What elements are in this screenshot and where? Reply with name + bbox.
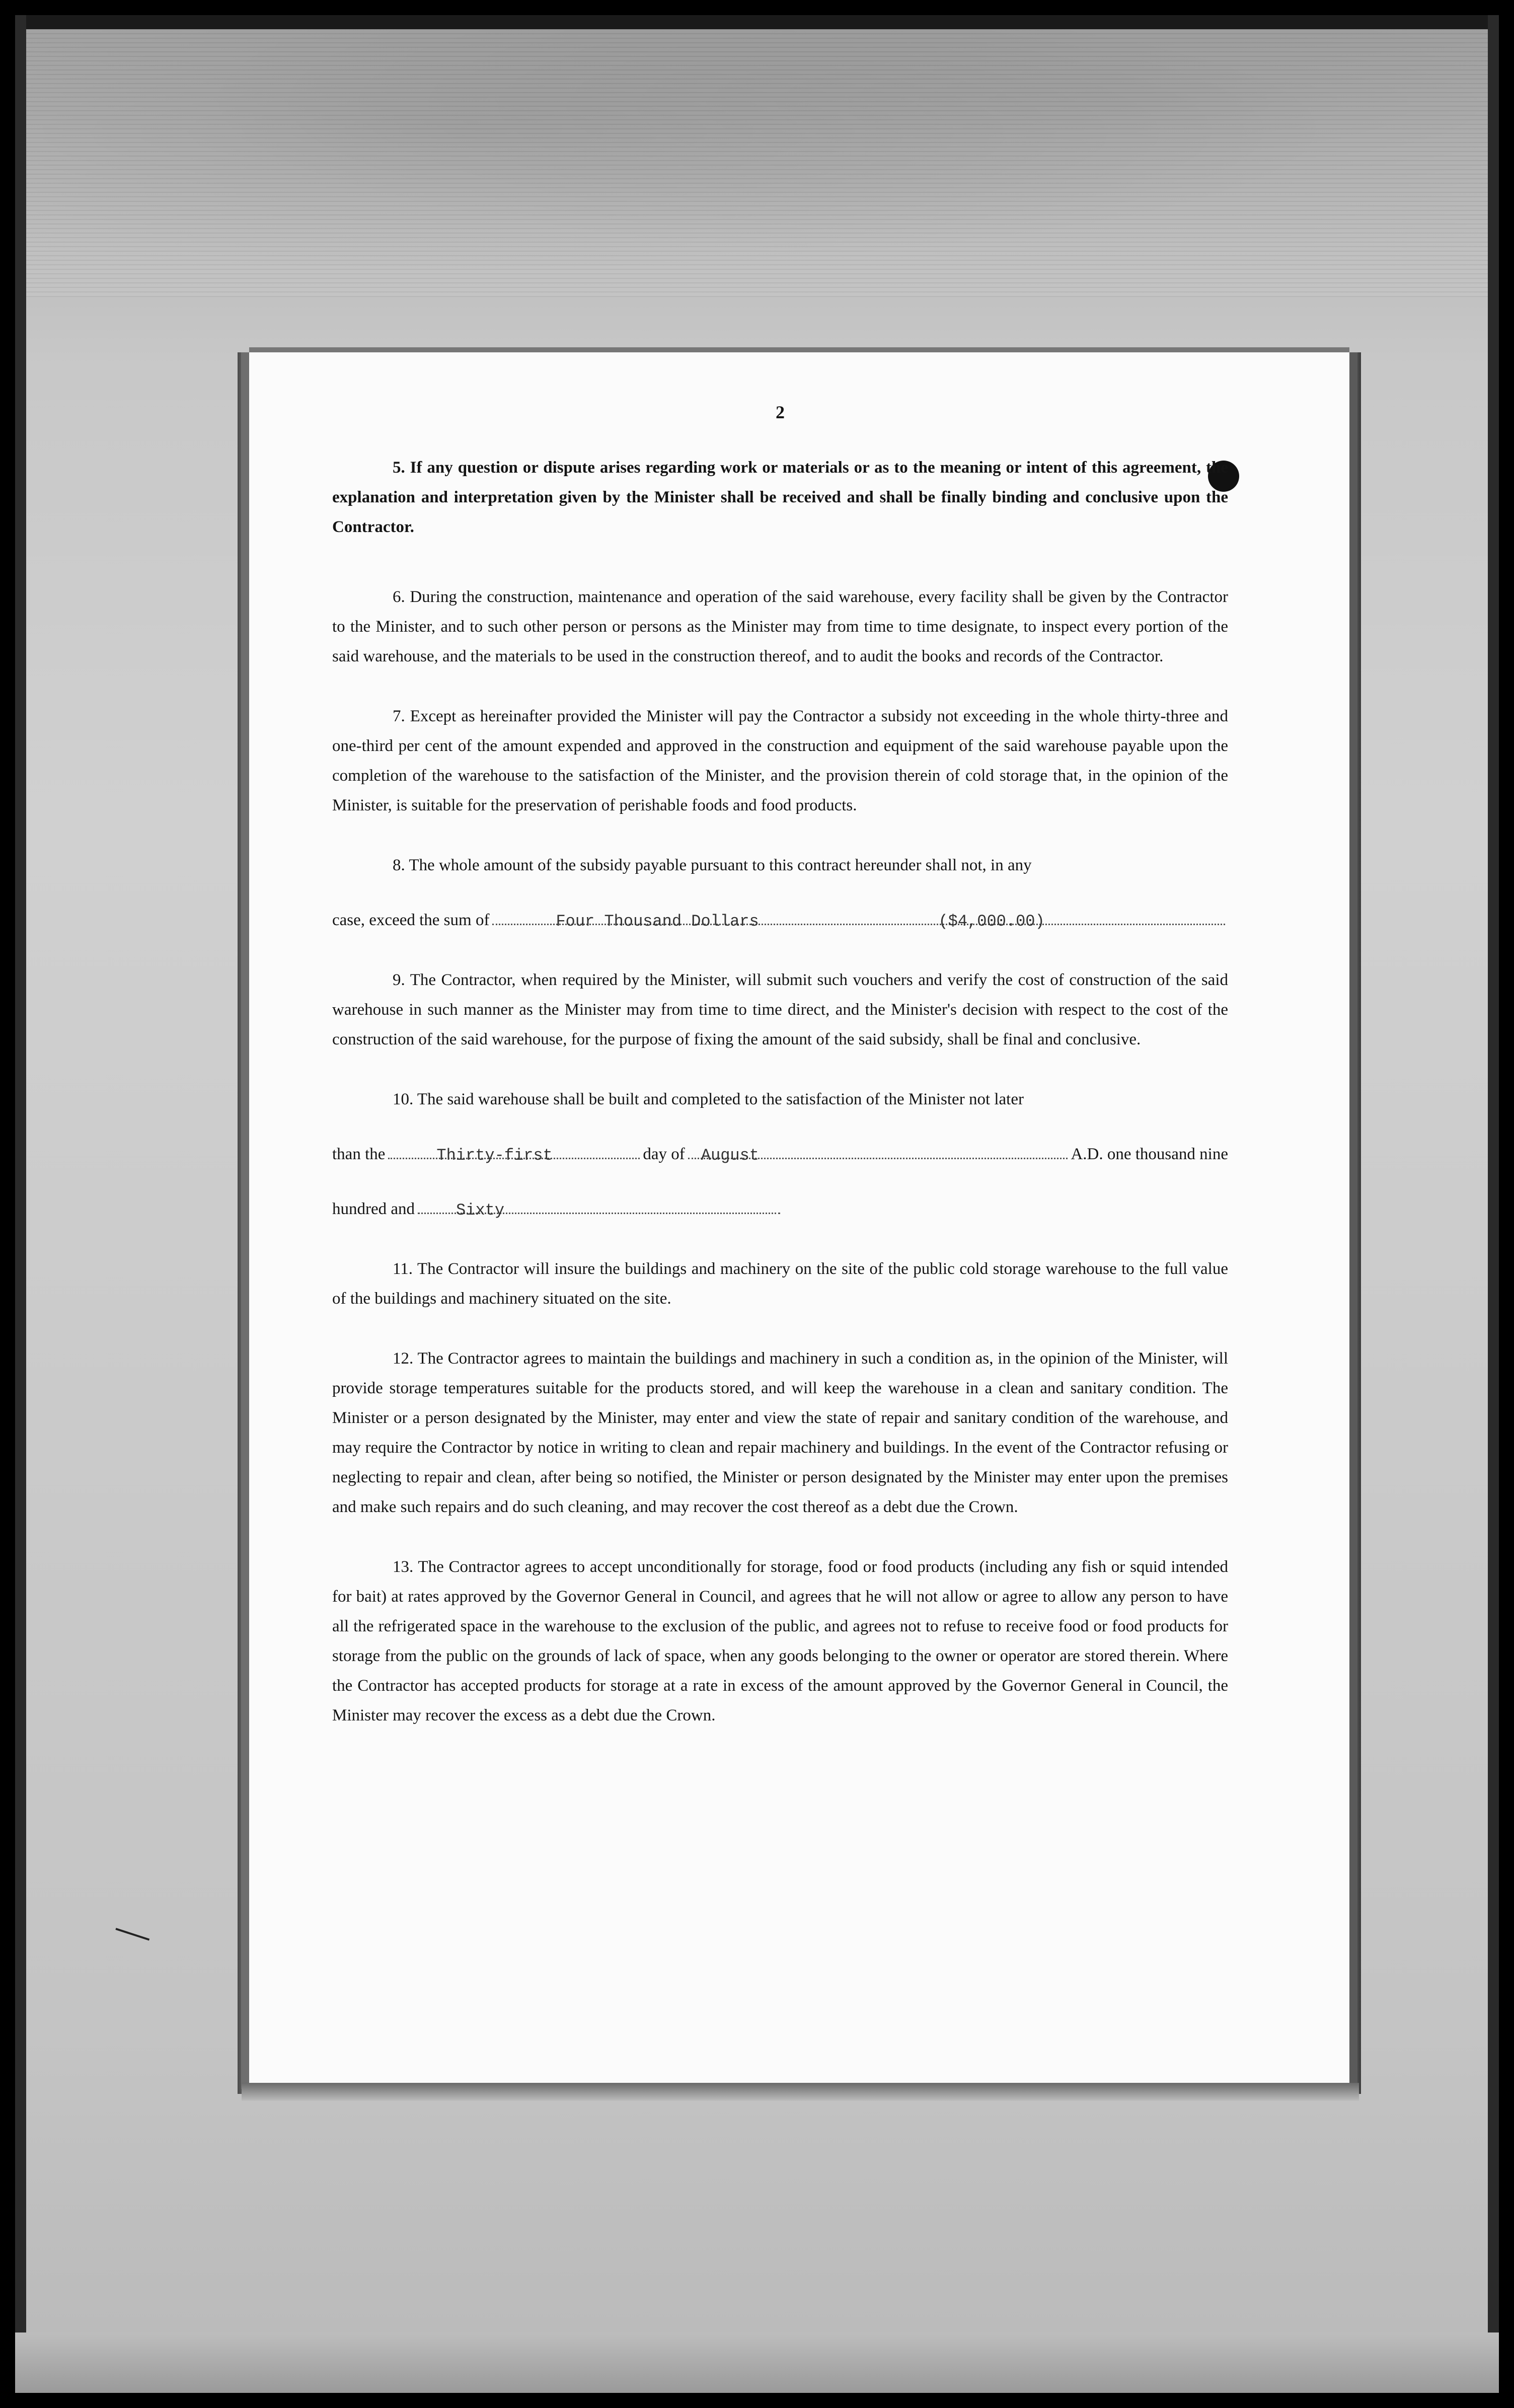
clause-10-year-line (332, 1194, 1228, 1224)
clause-5: 5. If any question or dispute arises regarding work or materials or as to the meaning or intent of this agreement, the explanation and interpretation given by the Minister shall be received and shall be finally binding and conclusive upon the Contractor. (332, 459, 1228, 536)
subsidy-amount-words: Four Thousand Dollars (556, 912, 759, 931)
clause-11: 11. The Contractor will insure the buildings and machinery on the site of the public cold storage warehouse to the full value of the buildings and machinery situated on the site. (332, 1260, 1228, 1308)
scan-bottom-strip (15, 2332, 1499, 2393)
completion-year-words: Sixty (456, 1201, 505, 1220)
clause-10-date-line (332, 1140, 1228, 1169)
subsidy-amount-dotted-line (492, 909, 1225, 931)
clause-8-prefix: case, exceed the sum of (332, 911, 490, 929)
clause-8: 8. The whole amount of the subsidy payable pursuant to this contract hereunder shall not, in any (393, 856, 1032, 874)
clause-6: 6. During the construction, maintenance and operation of the said warehouse, every facility shall be given by the Contractor to the Minister, and to such other person or persons as the Minister may from time to time designate, to inspect every portion of the said warehouse, and the materials to be used in the construction thereof, and to audit the books and records of the Contractor. (332, 588, 1228, 665)
day-dotted-line (388, 1143, 640, 1165)
hundred-and-label: hundred and (332, 1200, 415, 1218)
year-dotted-line (418, 1197, 780, 1220)
clause-12: 12. The Contractor agrees to maintain the buildings and machinery in such a condition as, in the opinion of the Minister, will provide storage temperatures suitable for the products stored, and will keep the warehouse in a clean and sanitary condition. The Minister or a person designated by the Minister, may enter and view the state of repair and sanitary condition of the warehouse, and may require the Contractor by notice in writing to clean and repair machinery and buildings. In the event of the Contractor refusing or neglecting to repair and clean, after being so notified, the Minister or person designated by the Minister may enter upon the premises and make such repairs and do such cleaning, and may recover the cost thereof as a debt due the Crown. (332, 1349, 1228, 1516)
month-dotted-line (688, 1143, 1068, 1165)
scan-top-edge (15, 15, 1499, 29)
document-content (332, 398, 1228, 1761)
day-of-label: day of (643, 1145, 685, 1163)
page-number: 2 (776, 402, 785, 422)
clause-13: 13. The Contractor agrees to accept unconditionally for storage, food or food products (including any fish or squid intended for bait) at rates approved by the Governor General in Council, and agrees that he will not allow or agree to allow any person to have all the refrigerated space in the warehouse to the exclusion of the public, and agrees not to refuse to receive food or food products for storage from the public on the grounds of lack of space, when any goods belonging to the owner or operator are stored therein. Where the Contractor has accepted products for storage at a rate in excess of the amount approved by the Governor General in Council, the Minister may recover the excess as a debt due the Crown. (332, 1558, 1228, 1724)
scan-right-edge (1488, 15, 1499, 2393)
subsidy-amount-figures: ($4,000.00) (938, 912, 1045, 931)
clause-8-fill-line (332, 906, 1228, 935)
clause-10: 10. The said warehouse shall be built and completed to the satisfaction of the Minister not later (393, 1090, 1024, 1108)
completion-month: August (701, 1146, 759, 1165)
ad-text: A.D. one thousand nine (1071, 1145, 1228, 1163)
sheet-bottom-shadow (242, 2083, 1359, 2101)
than-the-label: than the (332, 1145, 386, 1163)
clause-7: 7. Except as hereinafter provided the Minister will pay the Contractor a subsidy not exceeding in the whole thirty-three and one-third per cent of the amount expended and approved in the construction and equipment of the said warehouse payable upon the completion of the warehouse to the satisfaction of the Minister, and the provision therein of cold storage that, in the opinion of the Minister, is suitable for the preservation of perishable foods and food products. (332, 707, 1228, 814)
completion-day: Thirty-first (436, 1146, 553, 1165)
clause-9: 9. The Contractor, when required by the Minister, will submit such vouchers and verify the cost of construction of the said warehouse in such manner as the Minister may from time to time direct, and the Minister's decision with respect to the cost of the construction of the said warehouse, for the purpose of fixing the amount of the said subsidy, shall be final and conclusive. (332, 971, 1228, 1048)
scan-left-edge (15, 15, 26, 2393)
